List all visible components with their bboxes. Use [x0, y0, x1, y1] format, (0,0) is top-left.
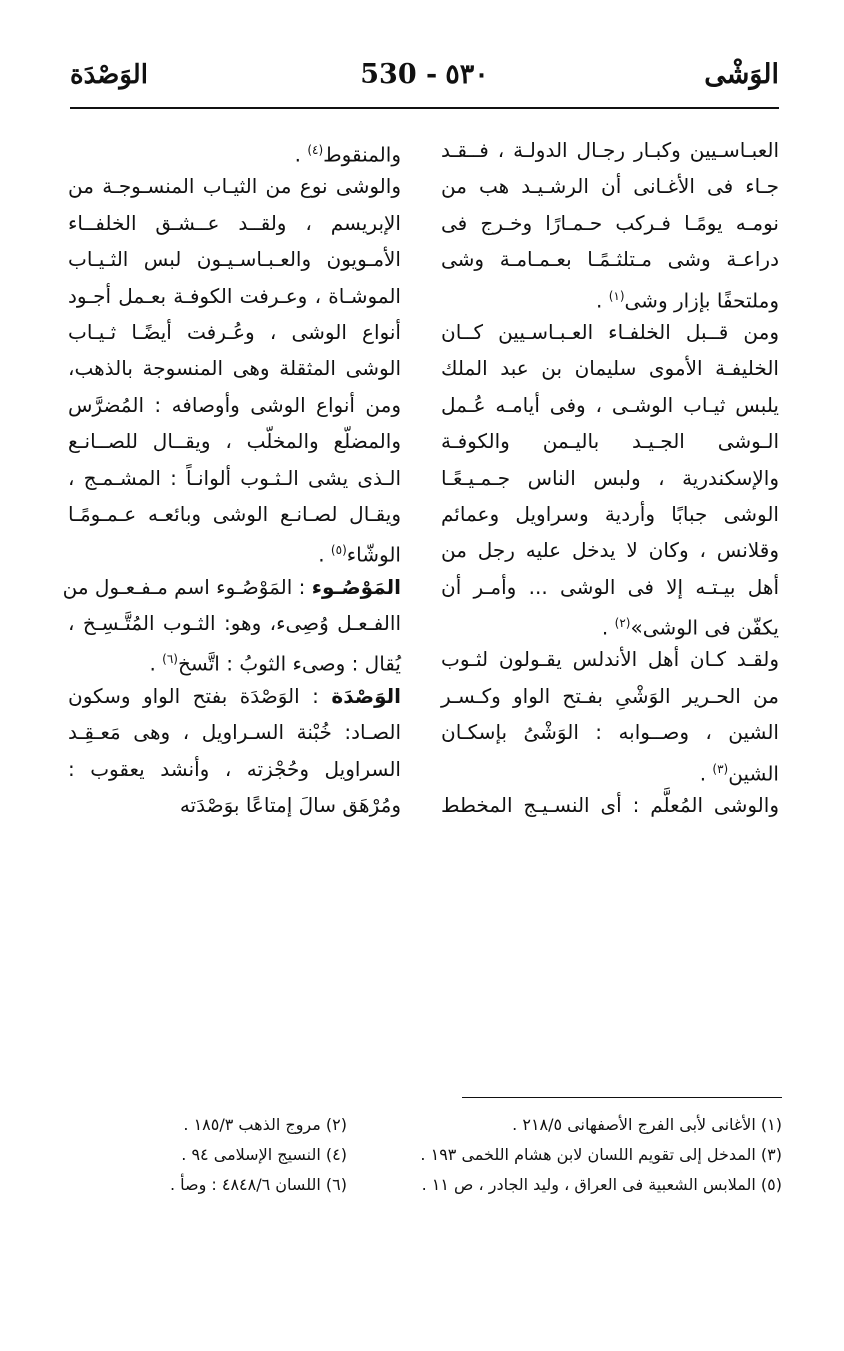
text-line [62, 569, 401, 605]
header-rule [70, 107, 779, 109]
running-head-right: الوَشْى [704, 59, 779, 90]
text-line: دراعـة وشى مـتلثـمًـا بعـمـامـة وشى [441, 247, 779, 272]
text-line: الشين ، وصــوابه : الوَشْىُ بإسكـان [441, 720, 779, 745]
text-line: والوشى المُعلَّم : أى النسـيـج المخطط [441, 793, 779, 818]
footnote-ref: (٣) [712, 761, 729, 776]
footnote-ref: (٦) [162, 652, 178, 667]
page-header [70, 52, 779, 102]
text-line: الخليفـة الأموى سليمان بن عبد الملك [441, 356, 779, 381]
text-line: الـوشى الجـيـد باليـمن والكوفـة [441, 429, 779, 454]
text-run: الوشّاء [346, 542, 401, 567]
text-line: العبـاسـيين وكبـار رجـال الدولـة ، فــقـد [441, 138, 779, 162]
text-line: أنواع الوشى ، وعُـرفت أيضًـا ثـيـاب [68, 319, 401, 344]
page-number-arabic: ٥٣٠ [445, 59, 489, 90]
text-line: السراويل وحُجْزته ، وأنشد يعقوب : [68, 756, 401, 781]
text-line: والإسكندرية ، ولبس الناس جـمـيـعًـا [441, 465, 779, 490]
entry-term: المَوْصُـوء [311, 574, 401, 599]
footnote-rule [462, 1097, 782, 1098]
text-line: وقلانس ، وكان لا يدخل عليه رجل من [441, 538, 779, 563]
text-line: الـذى يشى الـثـوب ألوانـاً : المشـمـج ، [68, 465, 401, 490]
right-column [441, 132, 779, 823]
text-line: ومن قــبل الخلفـاء العـبـاسـيين كــان [441, 319, 779, 344]
footnotes [75, 1110, 782, 1200]
text-run: يكفّن فى الوشى» [630, 615, 779, 640]
text-line: والمضلّع والمخلّب ، ويقــال للصــانـع [68, 429, 401, 454]
text-line: من الحـرير الوَشْىِ بفـتح الواو وكـسـر [441, 683, 779, 708]
text-run: والمنقوط [323, 142, 401, 167]
text-line: الإبريسم ، ولقــد عــشـق الخلفــاء [68, 210, 401, 235]
text-line [441, 278, 779, 314]
footnote-row [75, 1110, 782, 1140]
text-line: الوشى جبابًا وأردية وسراويل وعمائم [441, 501, 779, 526]
page-number [360, 52, 488, 98]
footnote: (٤) النسيج الإسلامى ٩٤ . [181, 1145, 347, 1164]
footnote: (٥) الملابس الشعبية فى العراق ، وليد الجادر ، ص ١١ . [421, 1175, 782, 1194]
footnote-ref: (٢) [614, 616, 631, 631]
footnote: (٣) المدخل إلى تقويم اللسان لابن هشام اللخمى ١٩٣ . [420, 1145, 782, 1164]
entry-term: الوَصْدَة [331, 683, 401, 708]
text-line [68, 678, 401, 714]
footnote-ref: (٤) [307, 143, 324, 157]
text-line: أهل بيـتـه إلا فى الوشى ... وأمـر أن [441, 574, 779, 599]
text-line [68, 132, 401, 168]
text-run: : الوَصْدَة بفتح الواو وسكون [68, 683, 319, 708]
left-column [62, 132, 401, 823]
period: . [601, 615, 609, 640]
text-line: والوشى نوع من الثيـاب المنسـوجـة من [68, 174, 401, 199]
text-line: جـاء فى الأغـانى أن الرشـيـد هب من [441, 174, 779, 199]
text-run: : المَوْصُـوء اسم مـفـعـول من [62, 574, 306, 599]
period: . [699, 761, 707, 786]
footnote-row [75, 1170, 782, 1200]
text-run: وملتحفًا بإزار وشى [624, 288, 779, 313]
running-head-left: الوَصْدَة [70, 60, 148, 90]
footnote: (٢) مروج الذهب ١٨٥/٣ . [183, 1115, 347, 1134]
period: . [595, 288, 603, 313]
text-line: ولقـد كـان أهل الأندلس يقـولون لثـوب [441, 647, 779, 672]
page-number-latin: 530 - [360, 59, 438, 90]
footnote-ref: (١) [608, 288, 625, 303]
text-line: يلبس ثيـاب الوشـى ، وفى أيامـه عُـمل [441, 392, 779, 417]
text-line: الصـاد: خُبْنة السـراويل ، وهى مَعـقِـد [68, 720, 401, 745]
footnote-ref: (٥) [330, 543, 347, 558]
period: . [294, 142, 301, 167]
footnote: (١) الأغانى لأبى الفرج الأصفهانى ٢١٨/٥ . [512, 1115, 782, 1134]
text-line [441, 605, 779, 641]
text-line: ويقـال لصـانـع الوشى وبائعـه عـمـومًـا [68, 501, 401, 526]
text-line: الأمـويون والعـبـاسـيـون لبس الثـيـاب [68, 247, 401, 272]
text-line: الوشى المثقلة وهى المنسوجة بالذهب، [68, 356, 401, 381]
text-line [68, 532, 401, 568]
text-run: يُقال : وصىء الثوبُ : اتَّسخ [177, 652, 401, 677]
text-line [441, 751, 779, 787]
text-line: االفـعـل وُصِىء، وهو: الثـوب المُتَّـسِـخ ، [68, 611, 401, 636]
footnote-row [75, 1140, 782, 1170]
text-line: الموشـاة ، وعـرفت الكوفـة بعـمل أجـود [68, 283, 401, 308]
footnote: (٦) اللسان ٤٨٤٨/٦ : وصأ . [169, 1175, 347, 1194]
period: . [149, 652, 156, 677]
period: . [318, 542, 325, 567]
text-line [68, 641, 401, 677]
text-line: نومـه يومًـا فـركب حـمـارًا وخـرج فى [441, 210, 779, 235]
text-line: ومُرْهَق سالَ إمتاعًا بوَصْدَته [179, 793, 401, 818]
text-line: ومن أنواع الوشى وأوصافه : المُضرَّس [68, 392, 401, 417]
text-run: الشين [728, 761, 779, 786]
